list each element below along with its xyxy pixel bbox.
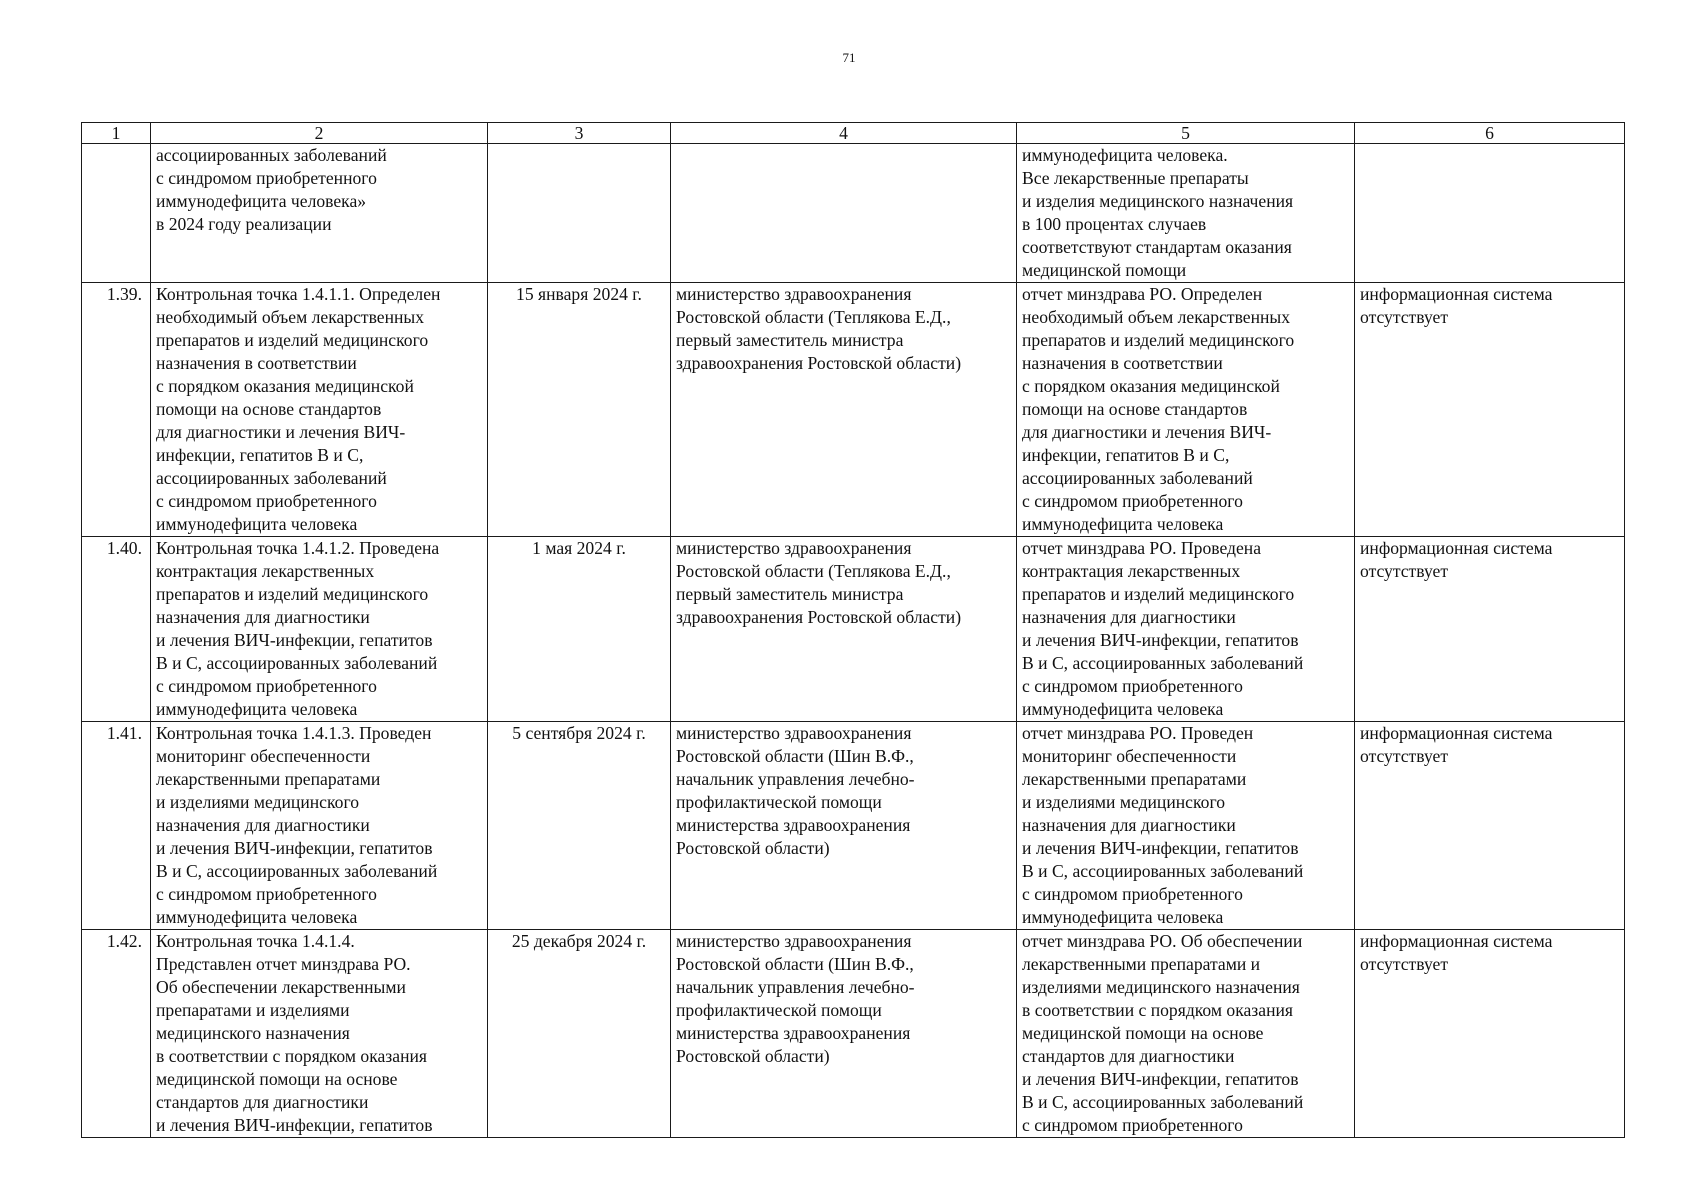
event-name-cell (151, 537, 488, 722)
cell-line: В и С, ассоциированных заболеваний (156, 861, 438, 881)
cell-line: иммунодефицита человека. (1022, 145, 1228, 165)
cell-line: и лечения ВИЧ-инфекции, гепатитов (1022, 838, 1299, 858)
cell-line: с синдромом приобретенного (156, 676, 377, 696)
cell-line: начальник управления лечебно- (676, 977, 915, 997)
deadline-cell (488, 144, 671, 283)
cell-line: В и С, ассоциированных заболеваний (1022, 653, 1304, 673)
column-number: 4 (671, 123, 1017, 144)
column-number: 1 (82, 123, 151, 144)
cell-line: помощи на основе стандартов (1022, 399, 1248, 419)
cell-line: Ростовской области) (676, 1046, 830, 1066)
column-number: 2 (151, 123, 488, 144)
row-number-cell: 1.39. (82, 283, 151, 537)
row-number-cell (82, 144, 151, 283)
cell-line: отчет минздрава РО. Определен (1022, 284, 1263, 304)
cell-line: профилактической помощи (676, 792, 882, 812)
cell-line: В и С, ассоциированных заболеваний (1022, 861, 1304, 881)
cell-line: здравоохранения Ростовской области) (676, 607, 962, 627)
cell-line: назначения для диагностики (156, 815, 370, 835)
cell-line: стандартов для диагностики (1022, 1046, 1235, 1066)
cell-line: назначения в соответствии (1022, 353, 1223, 373)
table-row (82, 930, 1625, 1138)
cell-line: В и С, ассоциированных заболеваний (1022, 1092, 1304, 1112)
row-number-cell: 1.41. (82, 722, 151, 930)
cell-line: и лечения ВИЧ-инфекции, гепатитов (1022, 630, 1299, 650)
cell-line: помощи на основе стандартов (156, 399, 382, 419)
cell-line: Ростовской области (Теплякова Е.Д., (676, 307, 951, 327)
event-name-cell (151, 283, 488, 537)
cell-line: назначения для диагностики (156, 607, 370, 627)
cell-line: мониторинг обеспеченности (1022, 746, 1237, 766)
event-name-cell (151, 144, 488, 283)
cell-line: ассоциированных заболеваний (156, 468, 387, 488)
cell-line: В и С, ассоциированных заболеваний (156, 653, 438, 673)
deadline-cell: 25 декабря 2024 г. (488, 930, 671, 1138)
cell-line: назначения в соответствии (156, 353, 357, 373)
cell-line: иммунодефицита человека (156, 514, 358, 534)
responsible-cell (671, 144, 1017, 283)
cell-line: с порядком оказания медицинской (156, 376, 414, 396)
info-system-cell (1355, 283, 1625, 537)
cell-line: ассоциированных заболеваний (156, 145, 387, 165)
cell-line: иммунодефицита человека» (156, 191, 367, 211)
cell-line: здравоохранения Ростовской области) (676, 353, 962, 373)
cell-line: иммунодефицита человека (156, 699, 358, 719)
cell-line: и лечения ВИЧ-инфекции, гепатитов (156, 630, 433, 650)
result-cell (1017, 283, 1355, 537)
cell-line: необходимый объем лекарственных (156, 307, 425, 327)
cell-line: медицинской помощи на основе (156, 1069, 398, 1089)
cell-line: отсутствует (1360, 954, 1449, 974)
cell-line: препаратов и изделий медицинского (1022, 584, 1295, 604)
cell-line: информационная система (1360, 538, 1553, 558)
cell-line: для диагностики и лечения ВИЧ- (1022, 422, 1272, 442)
cell-line: назначения для диагностики (1022, 815, 1236, 835)
cell-line: контрактация лекарственных (1022, 561, 1241, 581)
cell-line: препаратов и изделий медицинского (1022, 330, 1295, 350)
cell-line: Контрольная точка 1.4.1.2. Проведена (156, 538, 440, 558)
cell-line: иммунодефицита человека (156, 907, 358, 927)
cell-line: и изделиями медицинского (1022, 792, 1226, 812)
cell-line: с синдромом приобретенного (156, 491, 377, 511)
cell-line: с синдромом приобретенного (1022, 884, 1243, 904)
cell-line: в 100 процентах случаев (1022, 214, 1207, 234)
cell-line: с порядком оказания медицинской (1022, 376, 1280, 396)
page-number: 71 (842, 50, 856, 65)
cell-line: для диагностики и лечения ВИЧ- (156, 422, 406, 442)
cell-line: препаратами и изделиями (156, 1000, 350, 1020)
cell-line: министерства здравоохранения (676, 815, 911, 835)
responsible-cell (671, 722, 1017, 930)
cell-line: начальник управления лечебно- (676, 769, 915, 789)
cell-line: контрактация лекарственных (156, 561, 375, 581)
cell-line: министерство здравоохранения (676, 931, 912, 951)
row-number-cell: 1.42. (82, 930, 151, 1138)
cell-line: и лечения ВИЧ-инфекции, гепатитов (156, 1115, 433, 1135)
cell-line: Контрольная точка 1.4.1.4. (156, 931, 355, 951)
cell-line: информационная система (1360, 284, 1553, 304)
plan-table (81, 122, 1625, 1138)
cell-line: лекарственными препаратами и (1022, 954, 1261, 974)
responsible-cell (671, 930, 1017, 1138)
column-number: 5 (1017, 123, 1355, 144)
cell-line: лекарственными препаратами (1022, 769, 1247, 789)
cell-line: назначения для диагностики (1022, 607, 1236, 627)
column-number: 3 (488, 123, 671, 144)
cell-line: отсутствует (1360, 561, 1449, 581)
cell-line: стандартов для диагностики (156, 1092, 369, 1112)
cell-line: и лечения ВИЧ-инфекции, гепатитов (156, 838, 433, 858)
cell-line: иммунодефицита человека (1022, 907, 1224, 927)
cell-line: ассоциированных заболеваний (1022, 468, 1253, 488)
cell-line: информационная система (1360, 723, 1553, 743)
cell-line: инфекции, гепатитов В и С, (1022, 445, 1230, 465)
cell-line: изделиями медицинского назначения (1022, 977, 1300, 997)
cell-line: с синдромом приобретенного (1022, 676, 1243, 696)
event-name-cell (151, 722, 488, 930)
cell-line: отсутствует (1360, 307, 1449, 327)
cell-line: в соответствии с порядком оказания (1022, 1000, 1293, 1020)
cell-line: министерства здравоохранения (676, 1023, 911, 1043)
column-number-row (82, 123, 1625, 144)
cell-line: Все лекарственные препараты (1022, 168, 1249, 188)
cell-line: Ростовской области (Шин В.Ф., (676, 746, 914, 766)
cell-line: и лечения ВИЧ-инфекции, гепатитов (1022, 1069, 1299, 1089)
cell-line: отсутствует (1360, 746, 1449, 766)
cell-line: с синдромом приобретенного (156, 168, 377, 188)
cell-line: Представлен отчет минздрава РО. (156, 954, 411, 974)
responsible-cell (671, 537, 1017, 722)
cell-line: с синдромом приобретенного (1022, 1115, 1243, 1135)
cell-line: отчет минздрава РО. Проведен (1022, 723, 1254, 743)
table-row (82, 537, 1625, 722)
info-system-cell (1355, 930, 1625, 1138)
result-cell (1017, 537, 1355, 722)
cell-line: лекарственными препаратами (156, 769, 381, 789)
info-system-cell (1355, 144, 1625, 283)
row-number-cell: 1.40. (82, 537, 151, 722)
cell-line: медицинской помощи на основе (1022, 1023, 1264, 1043)
cell-line: профилактической помощи (676, 1000, 882, 1020)
cell-line: и изделиями медицинского (156, 792, 360, 812)
cell-line: с синдромом приобретенного (1022, 491, 1243, 511)
cell-line: медицинского назначения (156, 1023, 350, 1043)
result-cell (1017, 722, 1355, 930)
cell-line: мониторинг обеспеченности (156, 746, 371, 766)
cell-line: препаратов и изделий медицинского (156, 330, 429, 350)
cell-line: в соответствии с порядком оказания (156, 1046, 427, 1066)
cell-line: министерство здравоохранения (676, 538, 912, 558)
table-row (82, 722, 1625, 930)
column-number: 6 (1355, 123, 1625, 144)
table-row (82, 283, 1625, 537)
cell-line: иммунодефицита человека (1022, 514, 1224, 534)
cell-line: информационная система (1360, 931, 1553, 951)
cell-line: инфекции, гепатитов В и С, (156, 445, 364, 465)
cell-line: необходимый объем лекарственных (1022, 307, 1291, 327)
cell-line: Ростовской области (Теплякова Е.Д., (676, 561, 951, 581)
result-cell (1017, 930, 1355, 1138)
cell-line: медицинской помощи (1022, 260, 1187, 280)
cell-line: с синдромом приобретенного (156, 884, 377, 904)
deadline-cell: 15 января 2024 г. (488, 283, 671, 537)
cell-line: иммунодефицита человека (1022, 699, 1224, 719)
deadline-cell: 1 мая 2024 г. (488, 537, 671, 722)
cell-line: первый заместитель министра (676, 584, 904, 604)
deadline-cell: 5 сентября 2024 г. (488, 722, 671, 930)
cell-line: и изделия медицинского назначения (1022, 191, 1294, 211)
cell-line: первый заместитель министра (676, 330, 904, 350)
cell-line: Контрольная точка 1.4.1.3. Проведен (156, 723, 432, 743)
cell-line: отчет минздрава РО. Об обеспечении (1022, 931, 1303, 951)
cell-line: Ростовской области) (676, 838, 830, 858)
cell-line: отчет минздрава РО. Проведена (1022, 538, 1262, 558)
result-cell (1017, 144, 1355, 283)
cell-line: в 2024 году реализации (156, 214, 332, 234)
cell-line: Ростовской области (Шин В.Ф., (676, 954, 914, 974)
cell-line: министерство здравоохранения (676, 284, 912, 304)
info-system-cell (1355, 537, 1625, 722)
responsible-cell (671, 283, 1017, 537)
event-name-cell (151, 930, 488, 1138)
cell-line: министерство здравоохранения (676, 723, 912, 743)
info-system-cell (1355, 722, 1625, 930)
cell-line: соответствуют стандартам оказания (1022, 237, 1292, 257)
cell-line: препаратов и изделий медицинского (156, 584, 429, 604)
table-row (82, 144, 1625, 283)
cell-line: Об обеспечении лекарственными (156, 977, 406, 997)
cell-line: Контрольная точка 1.4.1.1. Определен (156, 284, 441, 304)
